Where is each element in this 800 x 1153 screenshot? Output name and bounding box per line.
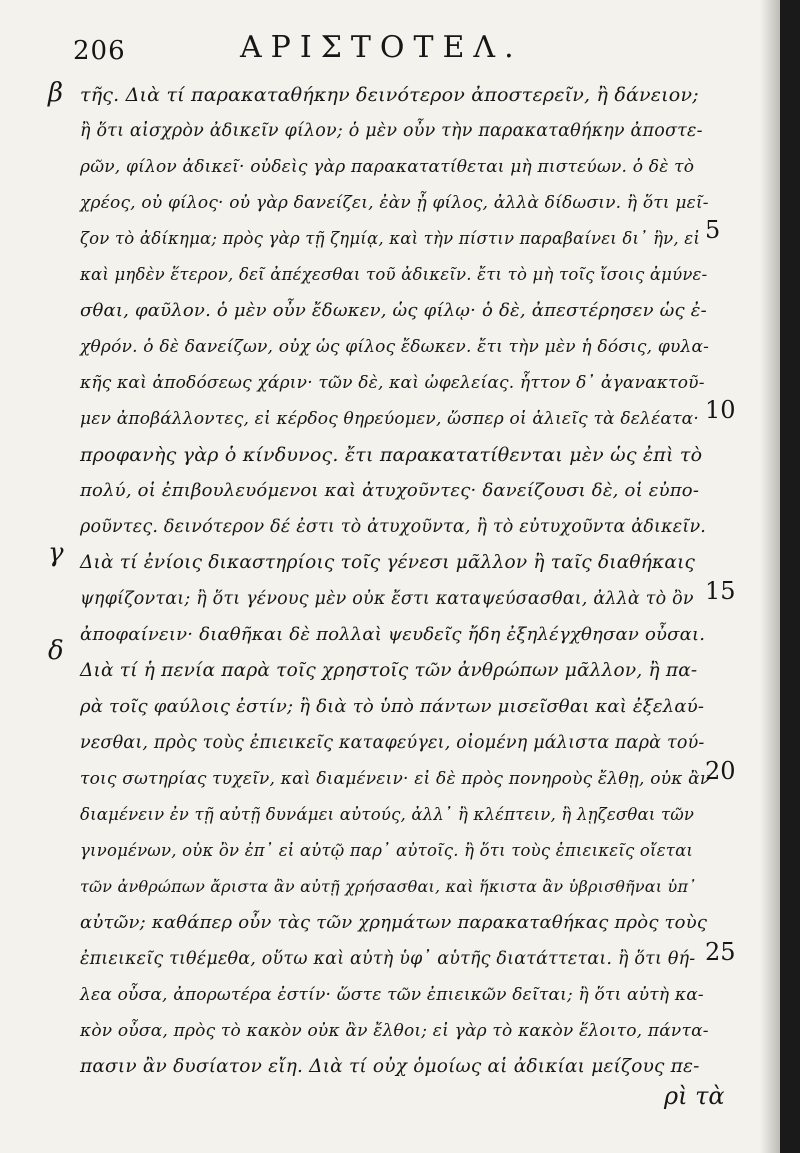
text-line: Διὰ τί ἐνίοις δικαστηρίοις τοῖς γένεσι μᾶλλον ἢ ταῖς διαθήκαις [80,552,696,573]
text-line: διαμένειν ἐν τῇ αὐτῇ δυνάμει αὐτούς, ἀλλ᾽ ἢ κλέπτειν, ἢ λῃζεσθαι τῶν [80,805,695,824]
line-number-5: 5 [705,216,721,244]
text-line: ἀποφαίνειν· διαθῆκαι δὲ πολλαὶ ψευδεῖς ἤδη ἐξηλέγχθησαν οὖσαι. [80,624,706,645]
line-number-15: 15 [705,577,736,605]
text-line: πασιν ἂν δυσίατον εἴη. Διὰ τί οὐχ ὁμοίως αἱ ἀδικίαι μείζους πε- [80,1056,700,1077]
line-number-25: 25 [705,938,736,966]
page-edge-shadow [760,0,780,1153]
text-line: ψηφίζονται; ἢ ὅτι γένους μὲν οὐκ ἔστι καταψεύσασθαι, ἀλλὰ τὸ ὂν [80,589,694,609]
text-line: νεσθαι, πρὸς τοὺς ἐπιεικεῖς καταφεύγει, οἰομένη μάλιστα παρὰ τού- [80,733,705,753]
text-line: γινομένων, οὐκ ὂν ἐπ᾽ εἰ αὐτῷ παρ᾽ αὐτοῖς. ἢ ὅτι τοὺς ἐπιεικεῖς οἴεται [80,841,694,860]
text-line: λεα οὖσα, ἀπορωτέρα ἐστίν· ὥστε τῶν ἐπιεικῶν δεῖται; ἢ ὅτι αὐτὴ κα- [80,985,704,1005]
line-number-20: 20 [705,757,736,785]
text-line: ζον τὸ ἀδίκημα; πρὸς γὰρ τῇ ζημίᾳ, καὶ τὴν πίστιν παραβαίνει δι᾽ ἣν, εἰ [80,229,701,248]
text-line: ρῶν, φίλον ἀδικεῖ· οὐδεὶς γὰρ παρακατατίθεται μὴ πιστεύων. ὁ δὲ τὸ [80,157,695,177]
text-line: ἢ ὅτι αἰσχρὸν ἀδικεῖν φίλον; ὁ μὲν οὖν τὴν παρακαταθήκην ἀποστε- [80,121,703,141]
text-line: Διὰ τί ἡ πενία παρὰ τοῖς χρηστοῖς τῶν ἀνθρώπων μᾶλλον, ἢ πα- [80,660,698,681]
line-number-10: 10 [705,396,736,424]
text-line: κὸν οὖσα, πρὸς τὸ κακὸν οὐκ ἂν ἔλθοι; εἰ γὰρ τὸ κακὸν ἕλοιτο, πάντα- [80,1021,709,1041]
text-line: πολύ, οἱ ἐπιβουλευόμενοι καὶ ἀτυχοῦντες· δανείζουσι δὲ, οἱ εὐπο- [80,480,700,501]
catchword: ρὶ τὰ [664,1082,725,1110]
text-line: ρὰ τοῖς φαύλοις ἐστίν; ἢ διὰ τὸ ὑπὸ πάντων μισεῖσθαι καὶ ἐξελαύ- [80,696,705,717]
text-line: κῆς καὶ ἀποδόσεως χάριν· τῶν δὲ, καὶ ὠφελείας. ἧττον δ᾽ ἀγανακτοῦ- [80,373,705,393]
text-line: τῆς. Διὰ τί παρακαταθήκην δεινότερον ἀποστερεῖν, ἢ δάνειον; [80,84,699,106]
margin-letter-delta: δ [48,636,64,666]
text-line: προφανὴς γὰρ ὁ κίνδυνος. ἔτι παρακατατίθενται μὲν ὡς ἐπὶ τὸ [80,444,703,466]
margin-letter-gamma: γ [48,538,64,568]
text-line: χθρόν. ὁ δὲ δανείζων, οὐχ ὡς φίλος ἔδωκεν. ἔτι τὴν μὲν ἡ δόσις, φυλα- [80,337,710,357]
text-line: χρέος, οὐ φίλος· οὐ γὰρ δανείζει, ἐὰν ᾖ φίλος, ἀλλὰ δίδωσιν. ἢ ὅτι μεῖ- [80,193,709,213]
page-number: 206 [73,36,126,66]
text-line: ἐπιεικεῖς τιθέμεθα, οὕτω καὶ αὐτὴ ὑφ᾽ αὑτῆς διατάττεται. ἢ ὅτι θή- [80,949,696,969]
text-line: καὶ μηδὲν ἕτερον, δεῖ ἀπέχεσθαι τοῦ ἀδικεῖν. ἔτι τὸ μὴ τοῖς ἴσοις ἀμύνε- [80,265,708,284]
margin-letter-beta: β [48,78,64,108]
text-line: μεν ἀποβάλλοντες, εἰ κέρδος θηρεύομεν, ὥσπερ οἱ ἁλιεῖς τὰ δελέατα· [80,409,699,429]
running-head: ΑΡΙΣΤΟΤΕΛ. [240,30,523,65]
text-line: ροῦντες. δεινότερον δέ ἐστι τὸ ἀτυχοῦντα, ἢ τὸ εὐτυχοῦντα ἀδικεῖν. [80,517,707,537]
text-line: τῶν ἀνθρώπων ἄριστα ἂν αὐτῇ χρήσασθαι, καὶ ἥκιστα ἂν ὑβρισθῆναι ὑπ᾽ [80,877,697,896]
text-line: αὐτῶν; καθάπερ οὖν τὰς τῶν χρημάτων παρακαταθήκας πρὸς τοὺς [80,912,708,933]
text-line: σθαι, φαῦλον. ὁ μὲν οὖν ἔδωκεν, ὡς φίλῳ· ὁ δὲ, ἀπεστέρησεν ὡς ἐ- [80,300,707,321]
text-line: τοις σωτηρίας τυχεῖν, καὶ διαμένειν· εἰ δὲ πρὸς πονηροὺς ἔλθῃ, οὐκ ἂν [80,769,711,789]
